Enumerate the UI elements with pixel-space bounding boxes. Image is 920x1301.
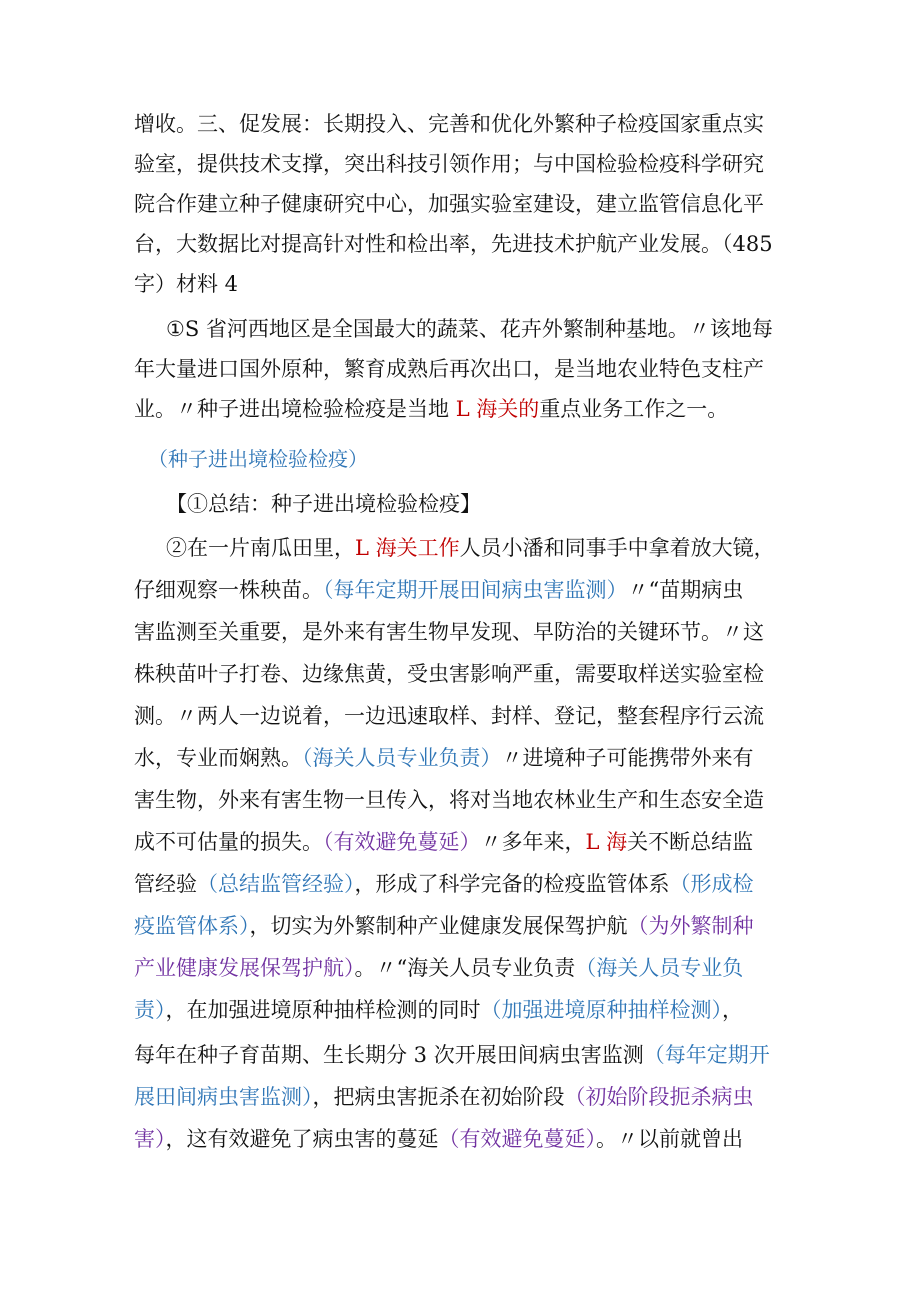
text-run: 字）材料 4: [134, 272, 239, 296]
text-line: [134, 1124, 743, 1154]
text-run: ，把病虫害扼杀在初始阶段: [312, 1085, 565, 1109]
text-run: 增收。三、促发展：长期投入、完善和优化外繁种子检疫国家重点实: [134, 112, 764, 136]
text-run: 管经验: [134, 872, 197, 896]
annotation-red: L 海: [585, 830, 628, 854]
annotation-purple: （为外繁制种: [627, 914, 754, 938]
text-line: [134, 953, 743, 983]
text-line: [134, 109, 764, 139]
text-run: 〃“苗期病虫: [627, 578, 744, 602]
text-run: ，切实为外繁制种产业健康发展保驾护航: [249, 914, 628, 938]
annotation-red: L 海关工作: [355, 536, 460, 560]
annotation-purple: （有效避免蔓延）: [323, 830, 481, 854]
text-line: [134, 354, 764, 384]
text-run: 每年在种子育苗期、生长期分 3 次开展田间病虫害监测: [134, 1043, 644, 1067]
text-line: [134, 149, 764, 179]
text-line: [134, 575, 743, 605]
text-run: 人员小潘和同事手中拿着放大镜，: [459, 536, 775, 560]
text-run: ，在加强进境原种抽样检测的同时: [165, 998, 481, 1022]
text-line: [134, 229, 773, 259]
text-line: [134, 785, 764, 815]
text-line: [134, 659, 764, 689]
text-line: [134, 701, 764, 731]
annotation-blue: （每年定期开: [643, 1043, 770, 1067]
text-run: 验室，提供技术支撑，突出科技引领作用；与中国检验检疫科学研究: [134, 152, 764, 176]
text-run: ②在一片南瓜田里，: [166, 536, 355, 560]
text-line: [166, 533, 775, 563]
text-run: ①S 省河西地区是全国最大的蔬菜、花卉外繁制种基地。〃该地每: [166, 317, 773, 341]
text-line: [134, 1040, 770, 1070]
text-run: 台，大数据比对提高针对性和检出率，先进技术护航产业发展。（485: [134, 232, 773, 256]
text-run: 重点业务工作之一。: [539, 397, 729, 421]
annotation-blue: 展田间病虫害监测）: [134, 1085, 313, 1109]
text-run: 院合作建立种子健康研究中心，加强实验室建设，建立监管信息化平: [134, 192, 764, 216]
text-run: 年大量进口国外原种，繁育成熟后再次出口，是当地农业特色支柱产: [134, 357, 764, 381]
text-line: [134, 394, 728, 424]
text-line: [134, 1082, 754, 1112]
annotation-purple: （有效避免蔓延）: [438, 1127, 596, 1151]
text-run: 业。〃种子进出境检验检疫是当地: [134, 397, 456, 421]
annotation-red: L 海关的: [455, 397, 540, 421]
text-run: 〃进境种子可能携带外来有: [501, 746, 754, 770]
text-run: 。〃以前就曾出: [596, 1127, 743, 1151]
annotation-blue: （海关人员专业负: [575, 956, 744, 980]
annotation-blue: 疫监管体系）: [134, 914, 250, 938]
text-line: [134, 827, 753, 857]
text-run: 仔细观察一株秧苗。: [134, 578, 323, 602]
annotation-blue: （形成检: [669, 872, 754, 896]
annotation-blue: （海关人员专业负责）: [302, 746, 502, 770]
text-run: ，形成了科学完备的检疫监管体系: [354, 872, 670, 896]
text-run: 株秧苗叶子打卷、边缘焦黄，受虫害影响严重，需要取样送实验室检: [134, 662, 764, 686]
text-line: [134, 189, 764, 219]
text-run: 测。〃两人一边说着，一边迅速取样、封样、登记，整套程序行云流: [134, 704, 764, 728]
annotation-purple: 害）: [134, 1127, 166, 1151]
annotation-blue: （加强进境原种抽样检测）: [480, 998, 722, 1022]
text-line: [166, 314, 773, 344]
text-run: 〃多年来，: [480, 830, 586, 854]
text-run: 水，专业而娴熟。: [134, 746, 302, 770]
text-line: [134, 911, 754, 941]
text-run: 害监测至关重要，是外来有害生物早发现、早防治的关键环节。〃这: [134, 620, 764, 644]
annotation-blue: （种子进出境检验检疫）: [148, 447, 368, 471]
text-run: 。〃“海关人员专业负责: [354, 956, 576, 980]
summary-line: [166, 489, 481, 519]
text-line: [134, 995, 743, 1025]
annotation-blue: （总结监管经验）: [197, 872, 355, 896]
text-run: 成不可估量的损失。: [134, 830, 323, 854]
text-run: ，这有效避免了病虫害的蔓延: [165, 1127, 439, 1151]
text-line: [134, 869, 754, 899]
text-run: 【①总结：种子进出境检验检疫】: [166, 492, 481, 516]
annotation-heading: [148, 444, 368, 474]
text-run: 关不断总结监: [627, 830, 754, 854]
annotation-purple: 产业健康发展保驾护航）: [134, 956, 355, 980]
text-line: [134, 617, 764, 647]
text-run: ，: [722, 998, 743, 1022]
annotation-purple: （初始阶段扼杀病虫: [564, 1085, 754, 1109]
annotation-blue: 责）: [134, 998, 166, 1022]
text-run: 害生物，外来有害生物一旦传入，将对当地农林业生产和生态安全造: [134, 788, 764, 812]
annotation-blue: （每年定期开展田间病虫害监测）: [323, 578, 628, 602]
text-line: [134, 743, 754, 773]
text-line: [134, 269, 238, 299]
